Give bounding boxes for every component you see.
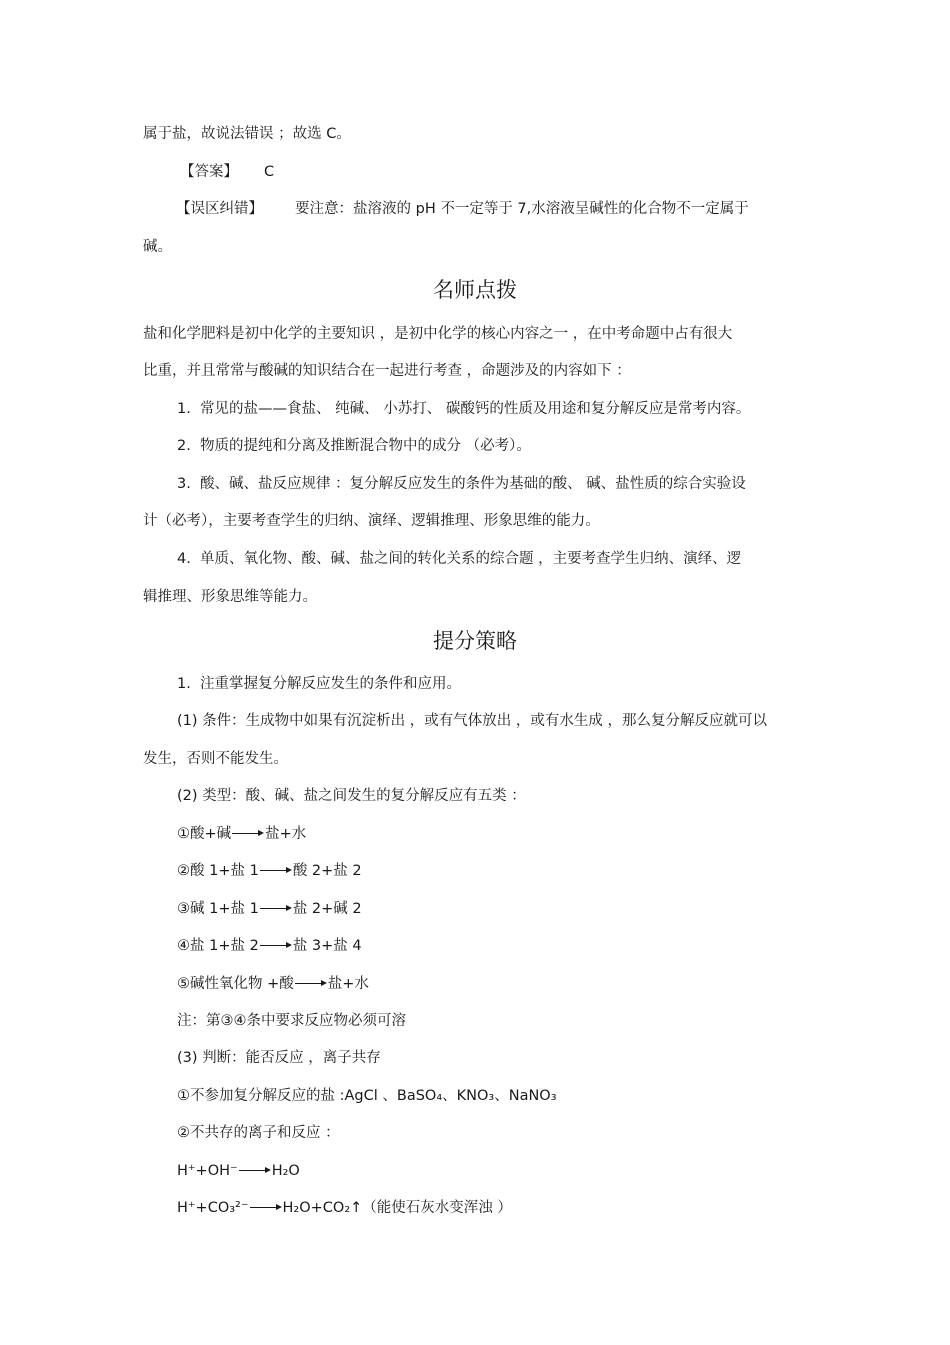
reaction-arrow-icon xyxy=(260,941,292,951)
products: 盐 2+碱 2 xyxy=(292,901,362,917)
reaction-line xyxy=(177,824,306,844)
reaction-line xyxy=(177,899,362,919)
list-item: 3. 酸、碱、盐反应规律 ：复分解反应发生的条件为基础的酸、 碱、盐性质的综合实验设 xyxy=(177,476,746,492)
error-tag: 【误区纠错】 xyxy=(176,201,263,217)
ion-reaction-line xyxy=(177,1161,300,1181)
reactants: ②酸 1+盐 1 xyxy=(177,863,259,879)
reactants: ①酸+碱 xyxy=(177,826,232,842)
ion-reaction-line xyxy=(177,1198,512,1218)
note-line: 注：第③④条中要求反应物必须可溶 xyxy=(177,1013,406,1029)
reactants: ⑤碱性氧化物 +酸 xyxy=(177,976,294,992)
list-item: 4. 单质、氧化物、酸、碱、盐之间的转化关系的综合题 ，主要考查学生归纳、演绎、逻 xyxy=(177,551,742,567)
reaction-line xyxy=(177,974,369,994)
paragraph-line: 比重，并且常常与酸碱的知识结合在一起进行考查 ，命题涉及的内容如下 ： xyxy=(143,363,631,379)
paragraph-line: (1) 条件：生成物中如果有沉淀析出 ，或有气体放出 ，或有水生成 ，那么复分解反应就可以 xyxy=(177,713,767,729)
reaction-arrow-icon xyxy=(260,866,292,876)
reaction-arrow-icon xyxy=(232,829,264,839)
paragraph-line: 发生，否则不能发生。 xyxy=(143,751,288,767)
text-line: 属于盐，故说法错误 ；故选 C。 xyxy=(143,126,351,142)
error-text: 要注意：盐溶液的 pH 不一定等于 7,水溶液呈碱性的化合物不一定属于 xyxy=(295,201,749,217)
products: 酸 2+盐 2 xyxy=(292,863,362,879)
list-item-cont: 辑推理、形象思维等能力。 xyxy=(143,589,317,605)
answer-tag: 【答案】 xyxy=(180,164,238,180)
reactants: ③碱 1+盐 1 xyxy=(177,901,259,917)
reactants: ④盐 1+盐 2 xyxy=(177,938,259,954)
paragraph-line: ①不参加复分解反应的盐 :AgCl 、BaSO₄、KNO₃、NaNO₃ xyxy=(177,1088,557,1104)
section-heading: 名师点拨 xyxy=(433,278,517,302)
products: 盐+水 xyxy=(327,976,369,992)
error-text-cont: 碱。 xyxy=(143,239,172,255)
reactants: H⁺+OH⁻ xyxy=(177,1163,238,1179)
list-item: 1. 注重掌握复分解反应发生的条件和应用。 xyxy=(177,676,462,692)
products: H₂O+CO₂↑（能使石灰水变浑浊 ） xyxy=(282,1200,512,1216)
reaction-arrow-icon xyxy=(250,1203,282,1213)
list-item: 2. 物质的提纯和分离及推断混合物中的成分 （必考）。 xyxy=(177,438,531,454)
products: H₂O xyxy=(271,1163,300,1179)
reaction-line xyxy=(177,936,362,956)
reactants: H⁺+CO₃²⁻ xyxy=(177,1200,249,1216)
list-item-cont: 计（必考），主要考查学生的归纳、演绎、逻辑推理、形象思维的能力。 xyxy=(143,513,600,529)
reaction-arrow-icon xyxy=(260,904,292,914)
paragraph-line: 盐和化学肥料是初中化学的主要知识 ，是初中化学的核心内容之一 ，在中考命题中占有很大 xyxy=(143,326,733,342)
answer-value: C xyxy=(264,164,275,180)
list-item: 1. 常见的盐——食盐、 纯碱、 小苏打、 碳酸钙的性质及用途和复分解反应是常考内容。 xyxy=(177,401,751,417)
reaction-arrow-icon xyxy=(295,979,327,989)
paragraph-line: ②不共存的离子和反应 ： xyxy=(177,1125,340,1141)
reaction-line xyxy=(177,861,362,881)
paragraph-line: (2) 类型：酸、碱、盐之间发生的复分解反应有五类 ： xyxy=(177,788,526,804)
products: 盐 3+盐 4 xyxy=(292,938,362,954)
paragraph-line: (3) 判断：能否反应 ，离子共存 xyxy=(177,1050,381,1066)
reaction-arrow-icon xyxy=(239,1166,271,1176)
products: 盐+水 xyxy=(265,826,307,842)
section-heading: 提分策略 xyxy=(433,629,517,653)
